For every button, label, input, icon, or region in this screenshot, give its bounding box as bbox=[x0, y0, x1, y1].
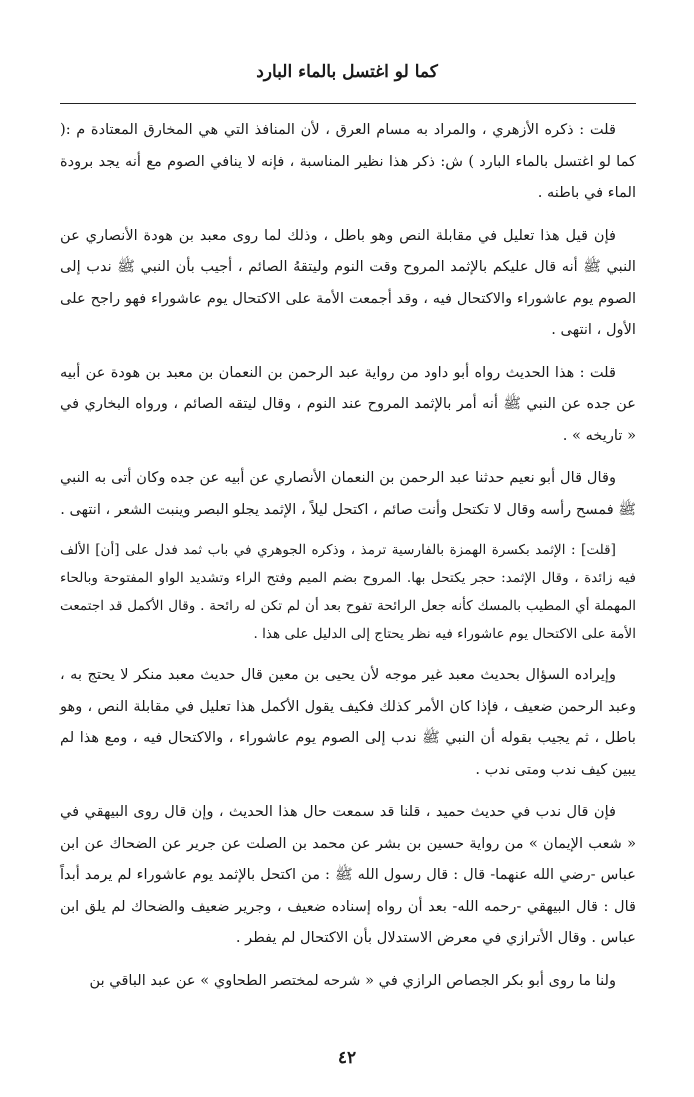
page-number: ٤٢ bbox=[337, 1048, 357, 1068]
paragraph: وقال قال أبو نعيم حدثنا عبد الرحمن بن النعمان الأنصاري عن أبيه عن جده وكان أتى به النبي ﷺ فمسح رأسه وقال لا تكتحل وأنت صائم ، اكتحل ليلاً ، الإثمد يجلو البصر وينبت الشعر ، انتهى . bbox=[60, 469, 636, 518]
running-header: كما لو اغتسل بالماء البارد bbox=[256, 62, 438, 82]
header-divider bbox=[60, 103, 636, 104]
paragraph-note: [قلت] : الإثمد بكسرة الهمزة بالفارسية ترمذ ، وذكره الجوهري في باب ثمد فدل على [أن] الألف فيه زائدة ، وقال الإثمد: حجر يكتحل بها. المروح بضم الميم وفتح الراء وتشديد الواو المفتوحة وبالحاء المهملة أي المطيب بالمسك كأنه جعل الرائحة تفوح بعد أن لم تكن له رائحة . وقال الأكمل قد اجتمعت الأمة على الاكتحال يوم عاشوراء فيه نظر يحتاج إلى الدليل على هذا . bbox=[60, 542, 636, 642]
paragraph: ولنا ما روى أبو بكر الجصاص الرازي في « شرحه لمختصر الطحاوي » عن عبد الباقي بن bbox=[89, 971, 616, 989]
paragraph: فإن قيل هذا تعليل في مقابلة النص وهو باطل ، وذلك لما روى معبد بن هودة الأنصاري عن النبي ﷺ أنه قال عليكم بالإثمد المروح وقت النوم وليتقهُ الصائم ، أجيب بأن النبي ﷺ ندب إلى الصوم يوم عاشوراء والاكتحال فيه ، وقد أجمعت الأمة على الاكتحال يوم عاشوراء فهو راجح على الأول ، انتهى . bbox=[60, 226, 636, 338]
paragraph: وإيراده السؤال بحديث معبد غير موجه لأن يحيى بن معين قال حديث معبد منكر لا يحتج به ، وعبد الرحمن ضعيف ، فإذا كان الأمر كذلك فكيف يقول الأكمل هذا تعليل في مقابلة النص ، وهو باطل ، ثم يجيب بقوله أن النبي ﷺ ندب إلى الصوم يوم عاشوراء ، والاكتحال فيه ، ومع هذا لم يبين كيف ندب ومتى ندب . bbox=[60, 666, 636, 778]
paragraph: فإن قال ندب في حديث حميد ، قلنا قد سمعت حال هذا الحديث ، وإن قال روى البيهقي في « شعب الإيمان » من رواية حسين بن بشر عن محمد بن الصلت عن جرير عن الضحاك عن ابن عباس -رضي الله عنهما- قال : قال رسول الله ﷺ : من اكتحل بالإثمد يوم عاشوراء لم يرمد أبداً قال : قال البيهقي -رحمه الله- بعد أن رواه إسناده ضعيف ، وجرير ضعيف والضحاك لم يلق ابن عباس . وقال الأترازي في معرض الاستدلال بأن الاكتحال لم يفطر . bbox=[60, 803, 636, 946]
paragraph: قلت : ذكره الأزهري ، والمراد به مسام العرق ، لأن المنافذ التي هي المخارق المعتادة م :( كما لو اغتسل بالماء البارد ) ش: ذكر هذا نظير المناسبة ، فإنه لا ينافي الصوم مع أنه يجد برودة الماء في باطنه . bbox=[60, 121, 636, 201]
paragraph: قلت : هذا الحديث رواه أبو داود من رواية عبد الرحمن بن النعمان بن معبد بن هودة عن أبيه عن جده عن النبي ﷺ أنه أمر بالإثمد المروح عند النوم ، وقال ليتقه الصائم ، ورواه البخاري في « تاريخه » . bbox=[60, 363, 636, 444]
page-body bbox=[60, 114, 636, 1007]
